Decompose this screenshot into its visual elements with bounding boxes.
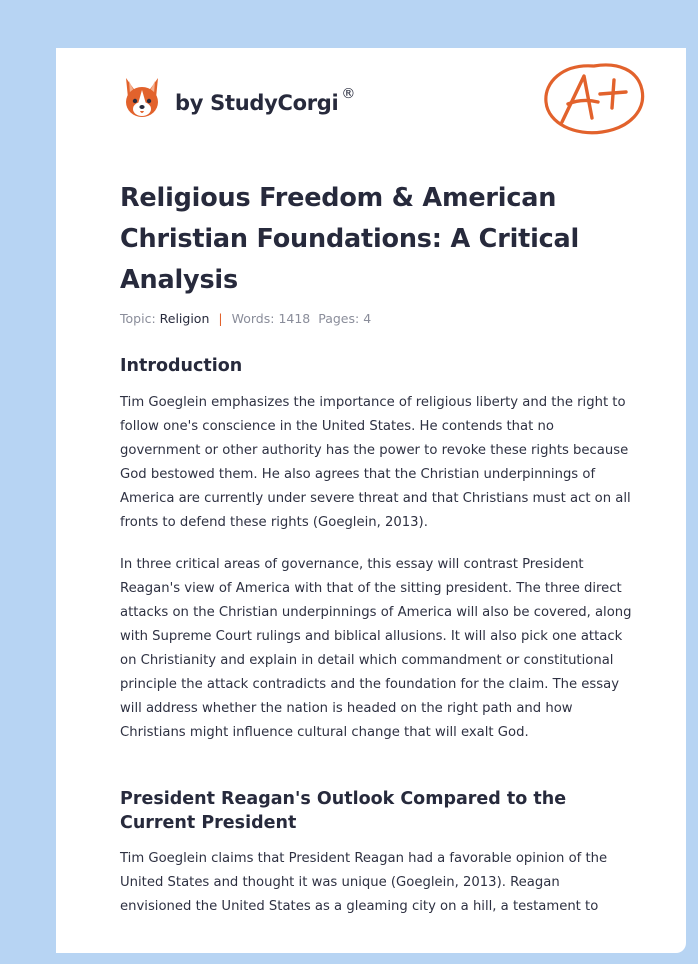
article-meta <box>120 311 371 326</box>
corgi-logo-icon <box>122 76 162 120</box>
words-count: 1418 <box>278 311 311 326</box>
document-page <box>56 48 686 953</box>
meta-separator: | <box>218 311 223 326</box>
topic-link[interactable]: Religion <box>159 311 210 326</box>
reagan-paragraph-1: Tim Goeglein claims that President Reagan had a favorable opinion of the United States and thought it was unique (Goeglein, 2013). Reagan envisioned the United States as a gleaming city on a hill, a testament to <box>120 851 608 914</box>
a-plus-grade-icon <box>538 58 650 140</box>
studycorgi-logo[interactable] <box>122 76 355 120</box>
page-title: Religious Freedom & American Christian Foundations: A Critical Analysis <box>120 183 580 295</box>
topic-label: Topic: <box>120 311 156 326</box>
brand-name: by StudyCorgi ® <box>175 85 356 115</box>
intro-paragraph-2: In three critical areas of governance, this essay will contrast President Reagan's view of America with that of the sitting president. The three direct attacks on the Christian underpinnings of America will also be covered, along with Supreme Court rulings and biblical allusions. It will also pick one attack on Christianity and explain in detail which commandment or constitutional principle the attack contradicts and the foundation for the claim. The essay will address whether the nation is headed on the right path and how Christians might influence cultural change that will exalt God. <box>120 557 632 740</box>
reagan-outlook-heading: President Reagan's Outlook Compared to the Current President <box>120 789 567 833</box>
registered-mark: ® <box>341 85 356 102</box>
pages-label: Pages: <box>318 311 360 326</box>
words-label: Words: <box>231 311 275 326</box>
intro-paragraph-1: Tim Goeglein emphasizes the importance of religious liberty and the right to follow one's conscience in the United States. He contends that no government or other authority has the power to revoke these rights because God bestowed them. He also agrees that the Christian underpinnings of America are currently under severe threat and that Christians must act on all fronts to defend these rights (Goeglein, 2013). <box>120 395 631 530</box>
pages-count: 4 <box>363 311 372 326</box>
introduction-heading: Introduction <box>120 356 243 376</box>
